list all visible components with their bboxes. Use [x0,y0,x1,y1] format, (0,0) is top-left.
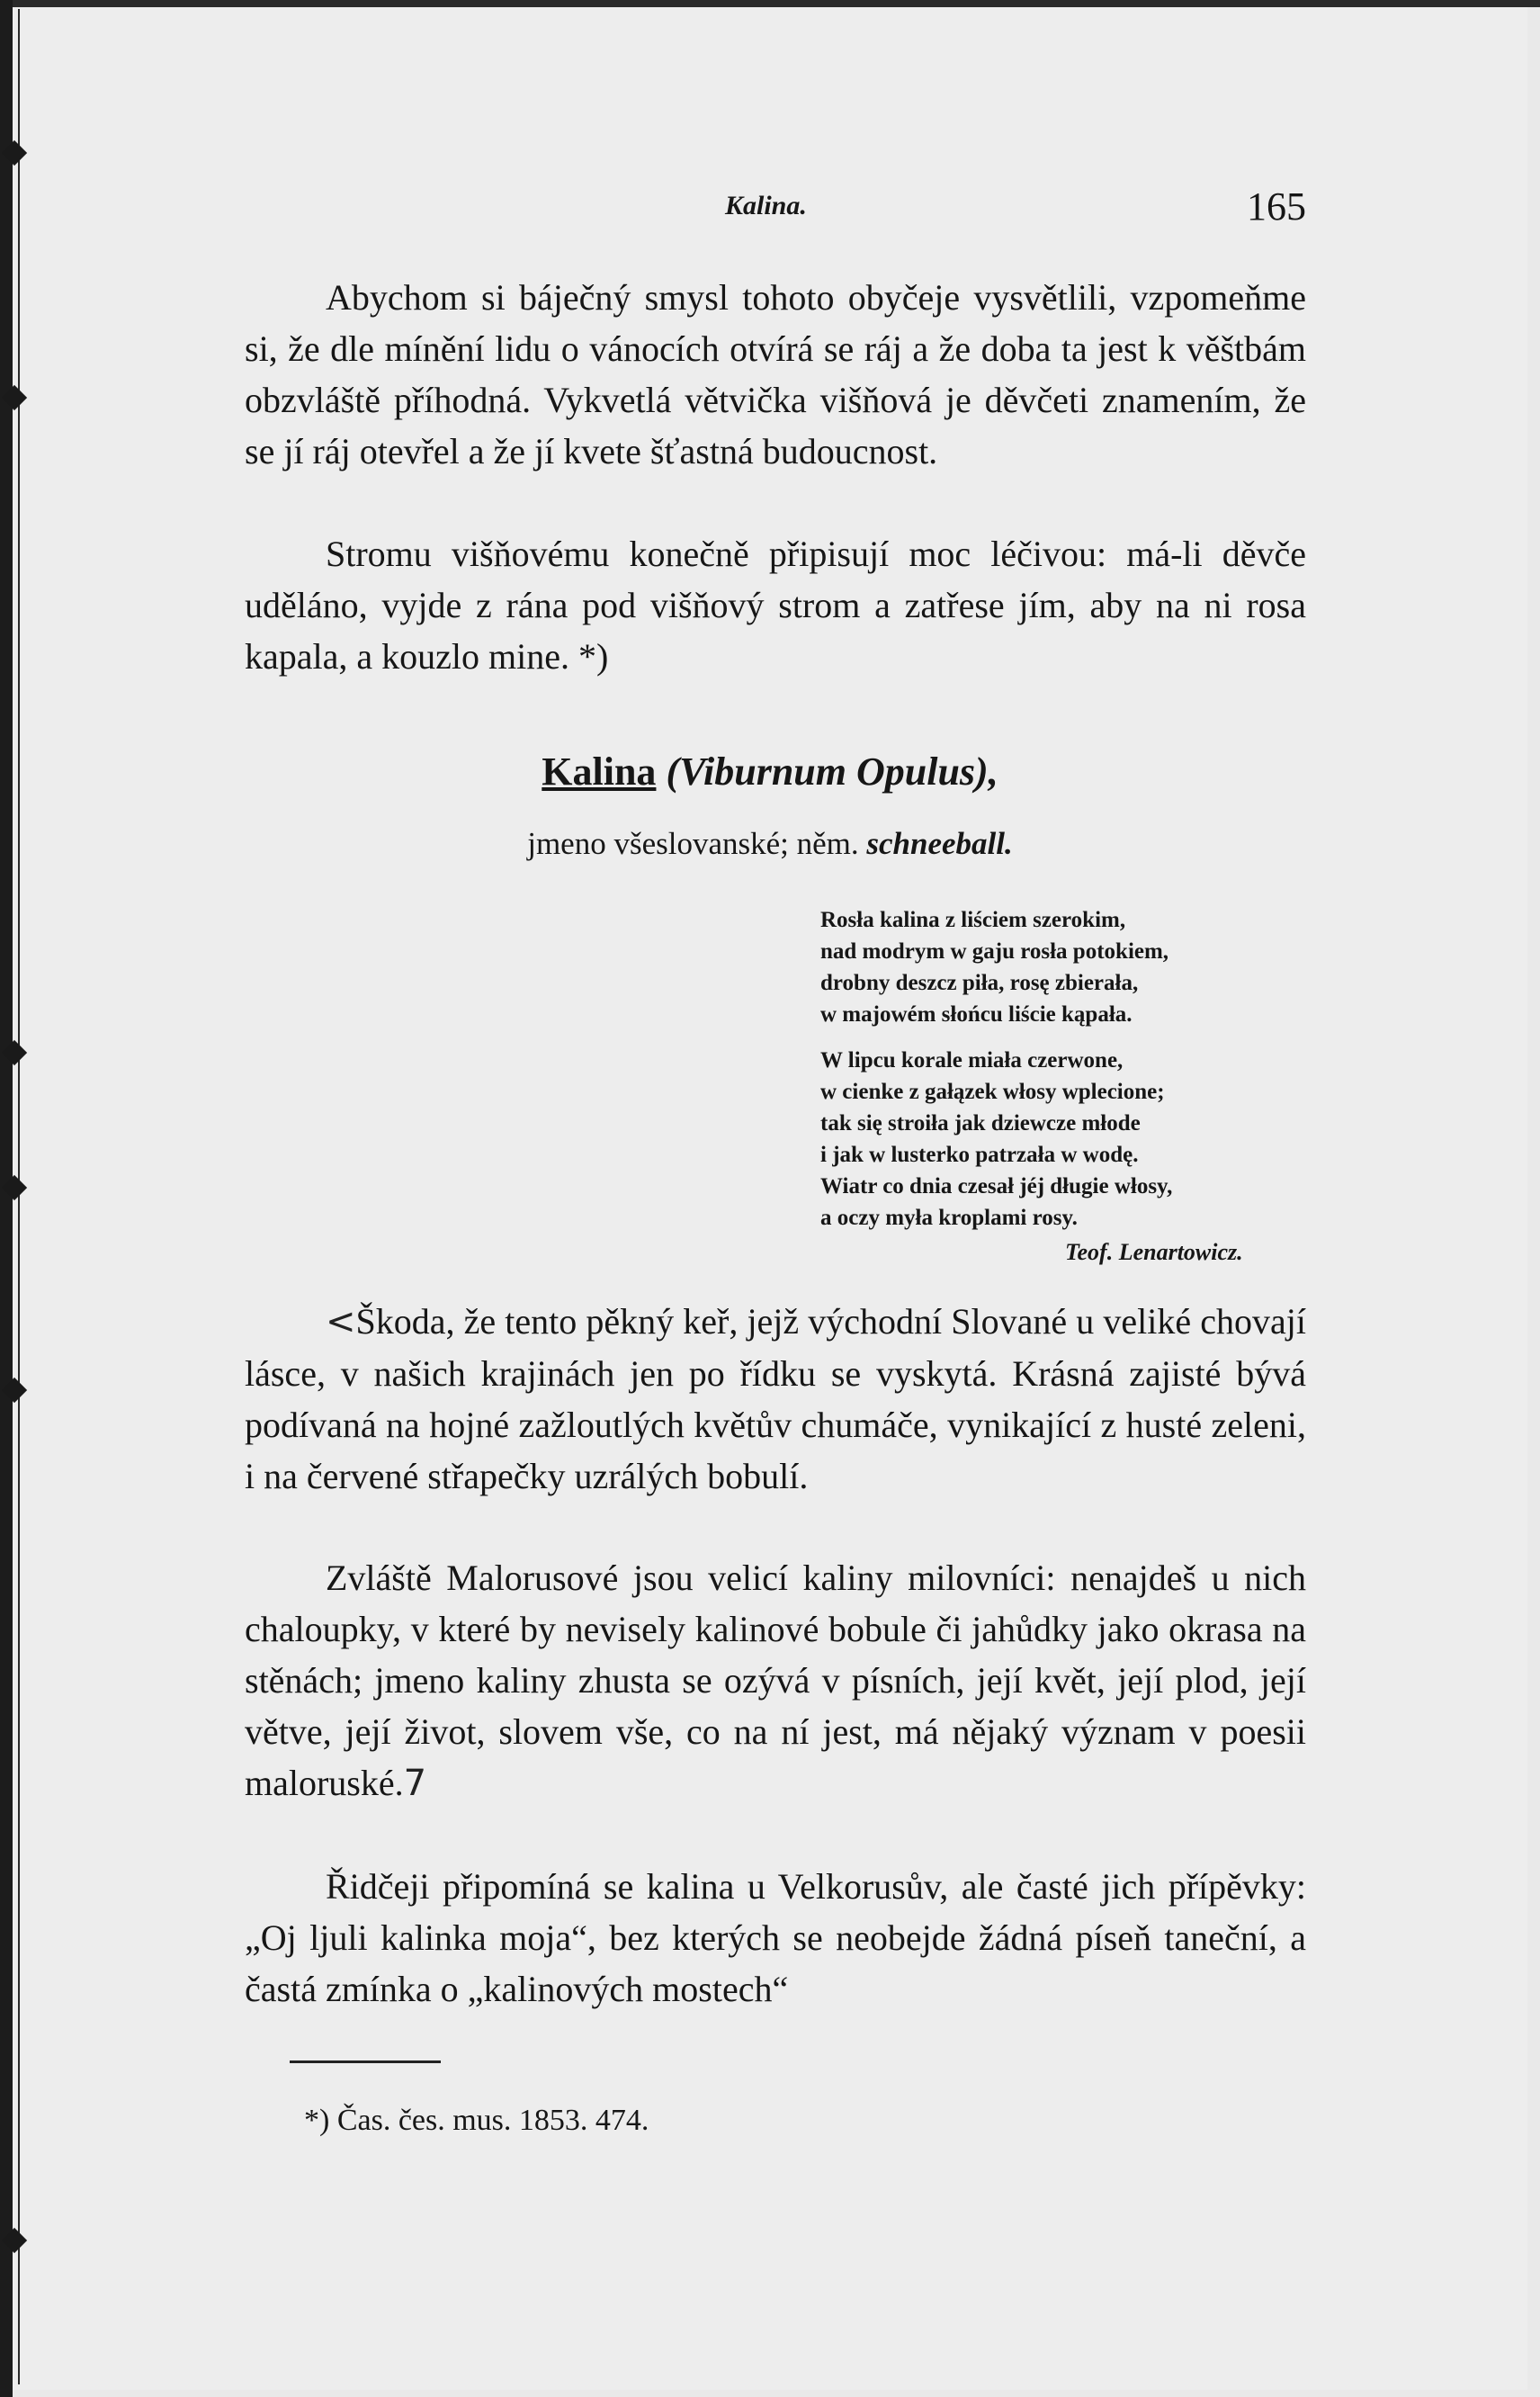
page-number: 165 [1247,184,1306,229]
handwritten-mark: 7 [403,1763,427,1804]
handwritten-mark: < [326,1301,356,1342]
paragraph: Abychom si báječný smysl tohoto obyčeje vysvětlili, vzpomeňme si, že dle mínění lidu o vánocích otvírá se ráj a že doba ta jest k věštbám obzvláště příhodná. Vykvetlá větvička višňová je děvčeti znamením, že se jí ráj otevřel a že jí kvete šťastná budoucnost. [245,277,1306,471]
scan-top-edge [0,0,1540,7]
paragraph [245,1296,1306,1502]
poem-line: Rosła kalina z liściem szerokim, [820,908,1126,932]
subtitle-german-name: schneeball. [866,826,1013,861]
poem-author: Teof. Lenartowicz. [1065,1239,1243,1265]
poem-line: nad modrym w gaju rosła potokiem, [820,939,1169,964]
poem-line: Wiatr co dnia czesał jéj długie włosy, [820,1174,1173,1198]
paragraph-text: Zvláště Malorusové jsou velicí kaliny milovníci: nenajdeš u nich chaloupky, v které by nevisely kalinové bobule či jahůdky jako okrasa na stěnách; jmeno kaliny zhusta se ozývá v písních, její květ, její plod, její větve, její život, slovem vše, co na ní jest, má nějaký význam v poesii maloruské. [245,1558,1306,1803]
subtitle-text: jmeno všeslovanské; něm. [527,826,859,861]
paragraph: Stromu višňovému konečně připisují moc léčivou: má-li děvče uděláno, vyjde z rána pod višňový strom a zatřese jím, aby na ni rosa kapala, a kouzlo mine. *) [245,534,1306,677]
scan-edge-line [18,9,20,2384]
poem-stanza [820,1045,1288,1234]
section-name: Kalina [542,750,657,794]
footnote-rule [290,2060,441,2063]
poem-line: i jak w lusterko patrzała w wodę. [820,1143,1139,1167]
section-heading [0,749,1540,795]
poem-line: w cienke z gałązek włosy wplecione; [820,1080,1165,1104]
poem-line: W lipcu korale miała czerwone, [820,1048,1124,1073]
footnote: *) Čas. čes. mus. 1853. 474. [304,2104,649,2137]
poem-stanza [820,904,1288,1030]
section-latin-name: (Viburnum Opulus), [666,750,998,794]
paragraph: Řidčeji připomíná se kalina u Velkorusův, ale časté jich přípěvky: „Oj ljuli kalinka moja“, bez kterých se neobejde žádná píseň taneční, a častá zmínka o „kalinových mostech“ [245,1866,1306,2009]
poem-line: drobny deszcz piła, rosę zbierała, [820,971,1139,995]
paragraph-text: Škoda, že tento pěkný keř, jejž východní Slované u veliké chovají lásce, v našich krajinách jen po řídku se vyskytá. Krásná zajisté bývá podívaná na hojné zažloutlých květův chumáče, vynikající z husté zeleni, i na červené střapečky uzrálých bobulí. [245,1301,1306,1496]
paragraph [245,1552,1306,1809]
poem-line: tak się stroiła jak dziewcze młode [820,1111,1141,1136]
page-header [0,184,1540,241]
scan-binding-edge [0,0,13,2397]
section-subtitle [0,826,1540,862]
running-title: Kalina. [725,191,807,220]
poem-line: w majowém słońcu liście kąpała. [820,1002,1133,1027]
poem-line: a oczy myła kroplami rosy. [820,1206,1078,1230]
